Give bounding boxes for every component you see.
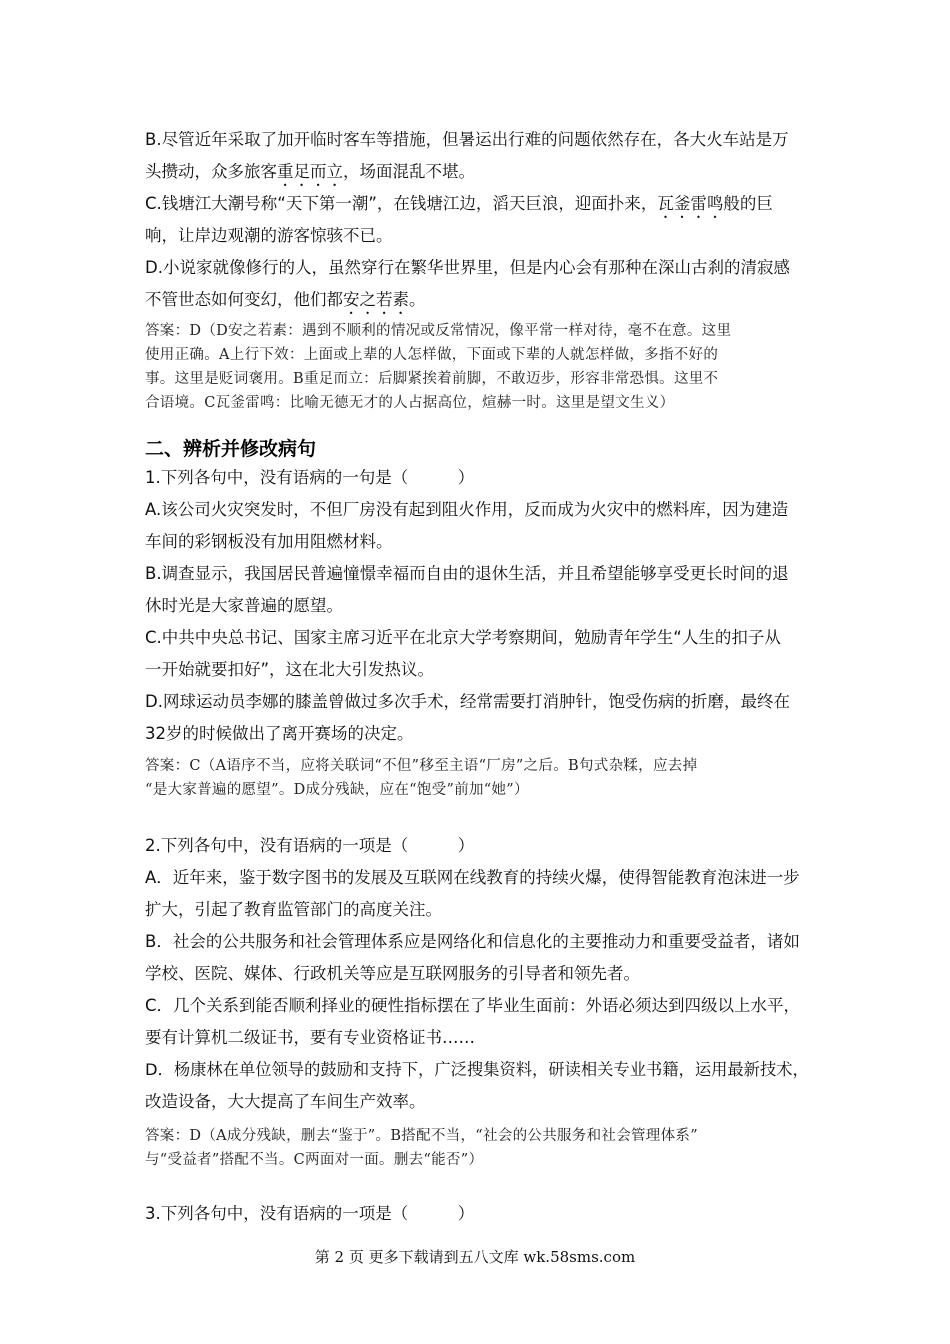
- page-footer: 第 2 页 更多下载请到五八文库 wk.58sms.com: [314, 1248, 636, 1266]
- q2-option-a-line-1: A．近年来，鉴于数字图书的发展及互联网在线教育的持续火爆，使得智能教育泡沫进一步: [145, 868, 800, 887]
- q2-option-c-line-2: 要有计算机二级证书，要有专业资格证书……: [145, 1028, 475, 1047]
- q2-answer-line: 与“受益者”搭配不当。C两面对一面。删去“能否”）: [145, 1152, 484, 1168]
- q2-option-d-line-2: 改造设备，大大提高了车间生产效率。: [145, 1092, 426, 1111]
- question-1-stem: 1.下列各句中，没有语病的一句是（ ）: [145, 468, 475, 487]
- emphasized-idiom: 重足而立: [277, 162, 343, 181]
- q1-option-a-line-2: 车间的彩钢板没有加用阻燃材料。: [145, 532, 393, 551]
- answer-line: 答案：D（D安之若素：遇到不顺利的情况或反常情况，像平常一样对待，毫不在意。这里: [145, 323, 732, 339]
- question-2-stem: 2.下列各句中，没有语病的一项是（ ）: [145, 836, 475, 855]
- q2-option-d-line-1: D．杨康林在单位领导的鼓励和支持下，广泛搜集资料，研读相关专业书籍，运用最新技术，: [145, 1060, 809, 1079]
- answer-line: 使用正确。A上行下效：上面或上辈的人怎样做，下面或下辈的人就怎样做，多指不好的: [145, 347, 719, 363]
- q1-option-b-line-2: 休时光是大家普遍的愿望。: [145, 596, 343, 615]
- q1-option-d-line-1: D.网球运动员李娜的膝盖曾做过多次手术，经常需要打消肿针，饱受伤病的折磨，最终在: [145, 692, 790, 711]
- question-3-stem: 3.下列各句中，没有语病的一项是（ ）: [145, 1204, 475, 1223]
- q2-option-a-line-2: 扩大，引起了教育监管部门的高度关注。: [145, 900, 442, 919]
- emphasized-idiom: 安之若素: [343, 290, 409, 309]
- option-d-line-1: D.小说家就像修行的人，虽然穿行在繁华世界里，但是内心会有那种在深山古刹的清寂感: [145, 258, 790, 277]
- q2-option-b-line-1: B．社会的公共服务和社会管理体系应是网络化和信息化的主要推动力和重要受益者，诸如: [145, 932, 800, 951]
- q1-answer-line: “是大家普遍的愿望”。D成分残缺，应在“饱受”前加“她”）: [145, 782, 529, 798]
- q1-option-c-line-1: C.中共中央总书记、国家主席习近平在北京大学考察期间，勉励青年学生“人生的扣子从: [145, 628, 781, 647]
- q1-option-b-line-1: B.调查显示，我国居民普遍憧憬幸福而自由的退休生活，并且希望能够享受更长时间的退: [145, 564, 789, 583]
- q1-answer-line: 答案：C（A语序不当，应将关联词“不但”移至主语“厂房”之后。B句式杂糅，应去掉: [145, 758, 698, 774]
- q1-option-a-line-1: A.该公司火灾突发时，不但厂房没有起到阻火作用，反而成为火灾中的燃料库，因为建造: [145, 500, 789, 519]
- answer-line: 合语境。C瓦釜雷鸣：比喻无德无才的人占据高位，煊赫一时。这里是望文生义）: [145, 395, 675, 411]
- option-b-line-1: B.尽管近年采取了加开临时客车等措施，但暑运出行难的问题依然存在，各大火车站是万: [145, 130, 789, 149]
- option-c-line-1: C.钱塘江大潮号称“天下第一潮”，在钱塘江边，滔天巨浪，迎面扑来，瓦釜雷鸣般的巨: [145, 194, 773, 213]
- option-d-line-2: 不管世态如何变幻，他们都安之若素。: [145, 290, 426, 309]
- answer-line: 事。这里是贬词褒用。B重足而立：后脚紧挨着前脚，不敢迈步，形容非常恐惧。这里不: [145, 371, 719, 387]
- option-b-line-2: 头攒动，众多旅客重足而立，场面混乱不堪。: [145, 162, 475, 181]
- emphasized-idiom: 瓦釜雷鸣: [657, 194, 724, 213]
- q2-answer-line: 答案：D（A成分残缺，删去“鉴于”。B搭配不当，“社会的公共服务和社会管理体系”: [145, 1128, 698, 1144]
- section-heading: 二、辨析并修改病句: [145, 438, 317, 460]
- q2-option-b-line-2: 学校、医院、媒体、行政机关等应是互联网服务的引导者和领先者。: [145, 964, 640, 983]
- option-c-line-2: 响，让岸边观潮的游客惊骇不已。: [145, 226, 393, 245]
- q1-option-d-line-2: 32岁的时候做出了离开赛场的决定。: [145, 724, 414, 743]
- q1-option-c-line-2: 一开始就要扣好”，这在北大引发热议。: [145, 660, 435, 679]
- q2-option-c-line-1: C．几个关系到能否顺利择业的硬性指标摆在了毕业生面前：外语必须达到四级以上水平，: [145, 996, 801, 1015]
